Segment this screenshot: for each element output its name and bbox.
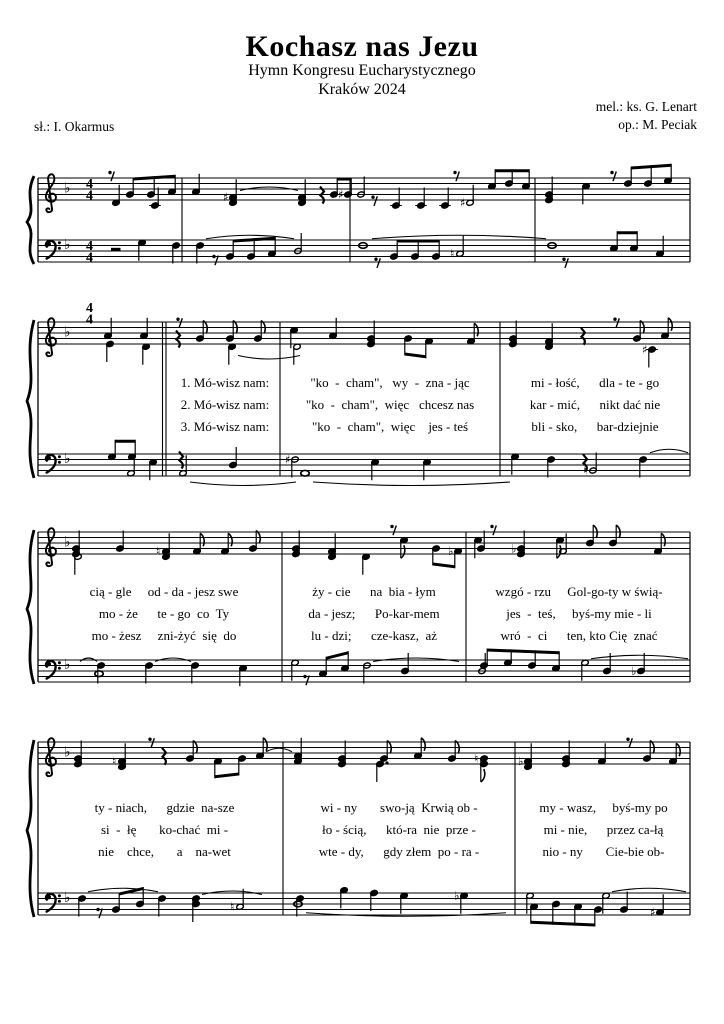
eighth-rest [490,525,493,528]
lyric-cell-s4-v2-m2: ło - ścią, któ-ra nie prze - [322,822,476,837]
system-1 [27,164,690,328]
key-signature-flat: ♭ [64,451,71,468]
lyric-cell-s2-v2-m3: kar - mić, nikt dać nie [529,397,661,412]
bass-clef-icon [58,455,61,458]
key-signature-flat: ♭ [64,744,71,761]
system-brace [27,320,34,478]
accidental: ♭ [454,888,460,903]
eighth-rest [212,255,215,258]
lyric-cell-s4-v3-m2: wte - dy, gdy złem po - ra - [318,844,480,859]
quarter-rest [581,328,585,345]
accidental: ♯ [338,187,344,202]
key-signature-flat: ♭ [64,180,71,197]
eighth-rest [613,318,616,321]
bass-clef-icon [46,456,51,461]
eighth-flag [203,321,207,334]
eighth-rest [562,258,565,261]
accidental: ♯ [460,195,466,210]
credit-melody: mel.: ks. G. Lenart [595,99,697,114]
eighth-rest [176,318,179,321]
lyric-cell-s4-v1-m1: ty - niach, gdzie na-sze [94,800,235,815]
bass-clef-icon [58,241,61,244]
lyric-cell-s3-v1-m2: ży - cie na bia - łym [312,584,436,599]
treble-clef-icon [46,352,52,356]
lyric-cell-s4-v1-m3: my - wasz, byś-my po [539,800,668,815]
treble-clef-icon [46,738,56,773]
eighth-flag [233,321,237,334]
tie [313,482,510,486]
time-signature: 4 [86,177,93,192]
tie [88,888,158,892]
lyric-cell-s4-v2-m1: si - łę ko-chać mi - [100,822,229,837]
beam [115,440,135,443]
system-2-treble-notes [104,318,672,368]
system-brace [27,740,34,917]
system-1-treble-notes [108,164,672,210]
eighth-rest [610,171,613,174]
key-signature-flat: ♭ [64,237,71,254]
lyric-cell-s2-v2-m1: 2. Mó-wisz nam: [180,397,270,412]
eighth-rest [390,525,393,528]
system-brace [27,530,34,684]
treble-clef-icon [46,208,52,212]
eighth-flag [228,533,232,546]
lyric-cell-s4-v2-m3: mi - nie, przez ca-łą [543,822,664,837]
eighth-rest [371,196,374,199]
accidental: ♮ [112,754,117,769]
system-4-treble-notes [74,738,680,782]
time-signature: 4 [86,239,93,254]
beam [397,240,439,243]
tie [190,482,296,486]
lyric-cell-s2-v2-m2: "ko - cham", więc chcesz nas [305,397,475,412]
bass-clef-icon [58,894,61,897]
treble-clef-icon [46,528,56,563]
treble-clef-icon [46,562,52,566]
lyric-cell-s2-v3-m3: bli - sko, bar-dziejnie [531,419,659,434]
accidental: ♯ [650,905,656,920]
accidental: ♮ [474,751,479,766]
bass-clef-icon [58,247,61,250]
key-signature-flat: ♭ [64,890,71,907]
lyric-cell-s3-v3-m1: mo - żesz zni-żyć się do [91,628,237,643]
tie [650,449,688,453]
credit-arrangement: op.: M. Peciak [618,117,697,132]
accidental: ♭ [511,541,517,556]
key-signature-flat: ♭ [64,657,71,674]
lyric-cell-s3-v1-m3: wzgó - rzu Gol-go-ty w świą- [495,584,663,599]
system-brace [27,176,34,264]
beam [405,353,426,359]
tie [266,748,292,752]
beam [617,231,637,234]
accidental: ♭ [518,754,524,769]
eighth-flag [200,533,204,546]
lyric-cell-s2-v3-m2: "ko - cham", więc jes - teś [311,419,469,434]
lyric-cell-s3-v1-m1: cią - gle od - da - jesz swe [89,584,239,599]
lyric-cell-s3-v2-m2: da - jesz; Po-kar-mem [308,606,440,621]
beam [433,563,455,569]
eighth-rest [303,675,306,678]
eighth-rest [148,738,151,741]
eighth-rest [453,171,456,174]
time-signature: 4 [86,250,93,266]
quarter-rest [162,748,166,765]
lyric-cell-s2-v3-m1: 3. Mó-wisz nam: [180,419,270,434]
accidental: ♯ [642,342,648,357]
tie [238,356,300,360]
beam [495,169,529,172]
bass-clef-icon [58,461,61,464]
accidental: ♭ [448,544,454,559]
accidental: ♮ [583,463,588,478]
whole-note-head [301,470,309,476]
augmentation-dot [385,761,388,764]
bass-clef-icon [46,895,51,900]
bass-clef-icon [46,662,51,667]
lyric-cell-s2-v1-m2: "ko - cham", wy - zna - jąc [310,375,470,390]
accidental: ♮ [450,246,455,261]
system-2-bass-notes [108,440,688,486]
eighth-rest [374,258,377,261]
whole-note-head [95,671,103,677]
tie [372,235,546,239]
accidental: ♮ [156,544,161,559]
lyric-cell-s2-v1-m1: 1. Mó-wisz nam: [180,375,270,390]
accidental: ♯ [285,452,291,467]
beam [326,651,348,660]
eighth-rest [108,171,111,174]
bass-clef-icon [58,661,61,664]
lyric-cell-s2-v1-m3: mi - łość, dla - te - go [530,375,660,390]
credit-lyricist: sł.: I. Okarmus [34,119,115,134]
beam [337,178,351,181]
time-signature: 4 [86,301,93,316]
accidental: ♭ [631,663,637,678]
beam [487,649,559,655]
treble-clef-icon [46,174,56,209]
tie [591,655,688,659]
tie [306,913,506,917]
eighth-rest [626,738,629,741]
key-signature-flat: ♭ [64,324,71,341]
lyric-cell-s3-v3-m3: wró - ci ten, kto Cię znać [500,628,658,643]
treble-clef-icon [46,772,52,776]
time-signature: 4 [86,312,93,328]
subtitle-line-2: Kraków 2024 [318,81,406,98]
lyric-cell-s3-v2-m3: jes - teś, byś-my mie - li [506,606,652,621]
lyric-cell-s4-v3-m1: nie chce, a na-wet [98,844,231,859]
treble-clef-icon [46,318,56,353]
page-title: Kochasz nas Jezu [245,30,479,63]
lyric-cell-s3-v2-m1: mo - że te - go co Ty [98,606,230,621]
eighth-rest [96,908,99,911]
subtitle-line-1: Hymn Kongresu Eucharystycznego [248,62,476,79]
half-rest [111,248,121,251]
beam [215,773,239,779]
time-signature: 4 [86,188,93,204]
bass-clef-icon [46,242,51,247]
system-3-bass-notes [80,649,688,687]
bass-clef-icon [58,667,61,670]
accidental: ♯ [223,190,229,205]
lyric-cell-s4-v3-m3: nio - ny Cie-bie ob- [542,844,665,859]
tie [612,888,686,892]
key-signature-flat: ♭ [64,534,71,551]
beam [531,921,595,927]
lyric-cell-s4-v1-m2: wi - ny swo-ją Krwią ob - [320,800,478,815]
lyric-cell-s3-v3-m2: lu - dzi; cze-kasz, aż [311,628,437,643]
tie [206,235,294,239]
bass-clef-icon [58,900,61,903]
accidental: ♮ [230,899,235,914]
